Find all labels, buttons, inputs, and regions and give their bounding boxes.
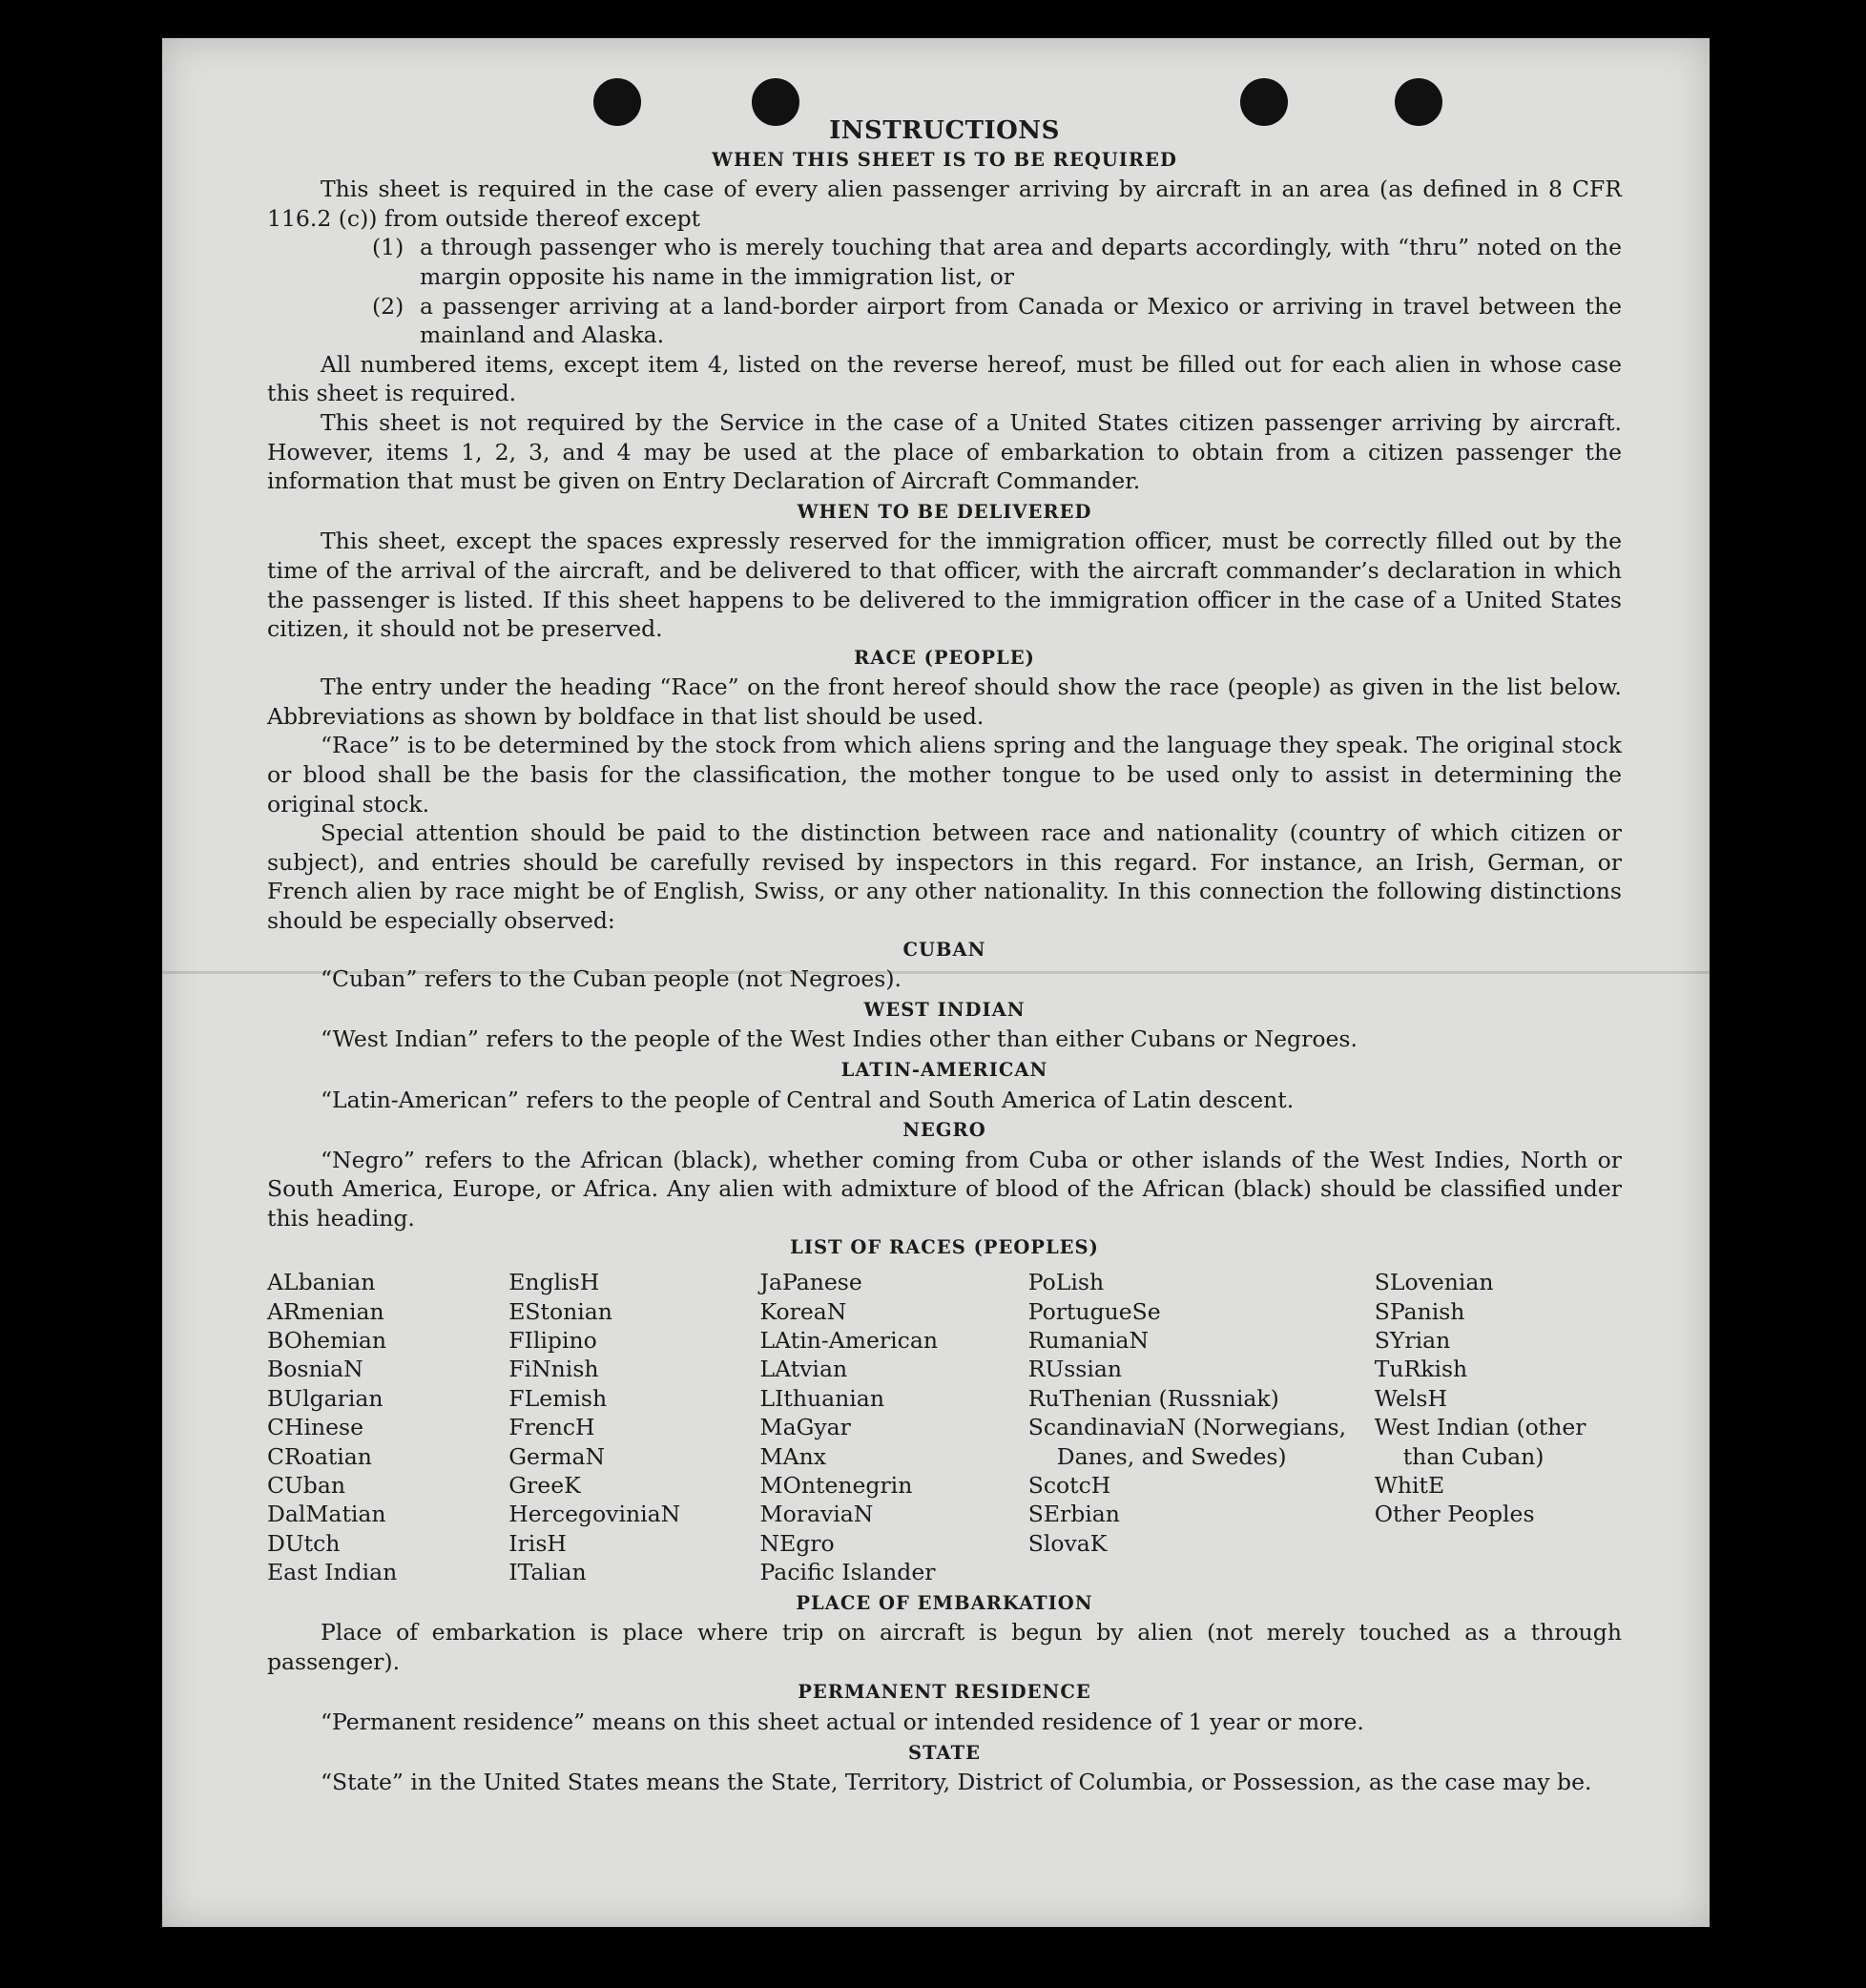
race-item: ARmenian	[267, 1297, 384, 1325]
race-paragraph-1: The entry under the heading “Race” on the front hereof should show the race (people) as given in the list below. Abbreviations as shown by boldface in that list should be used.	[267, 673, 1622, 730]
race-item: SlovaK	[1027, 1529, 1108, 1557]
latin-american-text: “Latin-American” refers to the people of Central and South America of Latin descent.	[321, 1086, 1295, 1113]
document-page	[162, 38, 1710, 1927]
race-item: TuRkish	[1374, 1356, 1468, 1383]
race-item: CUban	[267, 1472, 345, 1499]
state-text: “State” in the United States means the State, Territory, District of Columbia, or Possession, as the case may be.	[321, 1769, 1592, 1796]
document-title: INSTRUCTIONS	[829, 116, 1060, 145]
exception-text: a through passenger who is merely touching that area and departs accordingly, with “thru” noted on the margin opposite his name in the immigration list, or	[420, 234, 1622, 290]
race-item: NEgro	[759, 1529, 835, 1557]
heading-embarkation: PLACE OF EMBARKATION	[796, 1591, 1093, 1614]
heading-permanent-residence: PERMANENT RESIDENCE	[798, 1681, 1091, 1704]
heading-list-of-races: LIST OF RACES (PEOPLES)	[790, 1235, 1099, 1258]
race-paragraph-2: “Race” is to be determined by the stock from which aliens spring and the language they speak. The original stock or blood shall be the basis for the classification, the mother tongue to be used only to assist in determining the original stock.	[267, 732, 1622, 818]
race-item: IrisH	[508, 1529, 567, 1557]
race-item: Other Peoples	[1374, 1501, 1535, 1528]
permanent-residence-text: “Permanent residence” means on this sheet actual or intended residence of 1 year or more.	[321, 1708, 1364, 1735]
race-item: JaPanese	[759, 1269, 862, 1296]
race-item: PoLish	[1027, 1269, 1105, 1296]
heading-required: WHEN THIS SHEET IS TO BE REQUIRED	[712, 148, 1177, 171]
race-item: EStonian	[508, 1297, 612, 1325]
exception-number: (2)	[372, 292, 404, 320]
negro-text: “Negro” refers to the African (black), whether coming from Cuba or other islands of the West Indies, North or South America, Europe, or Africa. Any alien with admixture of blood of the African (black) should be classified under this heading.	[267, 1146, 1622, 1232]
delivered-text: This sheet, except the spaces expressly reserved for the immigration officer, must be correctly filled out by the time of the arrival of the aircraft, and be delivered to that officer, with the aircraft commander’s declaration in which the passenger is listed. If this sheet happens to be delivered to the immigration officer in the case of a United States citizen, it should not be preserved.	[267, 528, 1622, 643]
race-item: ScandinaviaN (Norwegians, Danes, and Swedes)	[1027, 1414, 1347, 1470]
race-item: West Indian (other than Cuban)	[1374, 1414, 1586, 1470]
race-item: BosniaN	[267, 1356, 363, 1383]
race-item: RUssian	[1027, 1356, 1123, 1383]
race-item: SPanish	[1374, 1297, 1465, 1325]
race-column	[760, 1268, 1028, 1586]
document-body	[267, 116, 1622, 1797]
race-column	[1375, 1268, 1622, 1586]
race-item: East Indian	[267, 1559, 398, 1586]
race-item: FLemish	[508, 1384, 608, 1412]
race-item: BUlgarian	[267, 1384, 384, 1412]
race-item: MAnx	[759, 1442, 826, 1470]
race-item: ScotcH	[1027, 1472, 1111, 1499]
citizen-note: This sheet is not required by the Service in the case of a United States citizen passenger arriving by aircraft. However, items 1, 2, 3, and 4 may be used at the place of embarkation to obtain from a citizen passenger the information that must be given on Entry Declaration of Aircraft Commander.	[267, 408, 1622, 495]
race-item: BOhemian	[267, 1326, 386, 1354]
race-item: Pacific Islander	[759, 1559, 936, 1586]
race-item: GreeK	[508, 1472, 581, 1499]
embarkation-text: Place of embarkation is place where trip on aircraft is begun by alien (not merely touched as a through passenger).	[267, 1619, 1622, 1675]
heading-negro: NEGRO	[902, 1119, 986, 1142]
race-item: ALbanian	[267, 1269, 376, 1296]
race-item: CRoatian	[267, 1442, 372, 1470]
required-intro: This sheet is required in the case of every alien passenger arriving by aircraft in an area (as defined in 8 CFR 116.2 (c)) from outside thereof except	[267, 176, 1622, 232]
exception-text: a passenger arriving at a land-border airport from Canada or Mexico or arriving in travel between the mainland and Alaska.	[420, 292, 1622, 349]
cuban-text: “Cuban” refers to the Cuban people (not Negroes).	[321, 965, 902, 993]
race-item: LAtvian	[759, 1356, 848, 1383]
race-column	[1028, 1268, 1375, 1586]
heading-race: RACE (PEOPLE)	[854, 646, 1035, 669]
race-item: SYrian	[1374, 1326, 1451, 1354]
exception-item	[372, 233, 1622, 291]
race-item: RuThenian (Russniak)	[1027, 1384, 1279, 1412]
race-item: LIthuanian	[759, 1384, 884, 1412]
heading-cuban: CUBAN	[902, 938, 986, 961]
exception-number: (1)	[372, 234, 404, 261]
race-list	[267, 1268, 1622, 1586]
west-indian-text: “West Indian” refers to the people of the West Indies other than either Cubans or Negroes.	[321, 1025, 1358, 1053]
race-column	[267, 1268, 508, 1586]
race-item: FiNnish	[508, 1356, 599, 1383]
race-item: WhitE	[1374, 1472, 1445, 1499]
race-item: MaGyar	[759, 1414, 851, 1441]
race-item: DalMatian	[267, 1501, 386, 1528]
race-item: LAtin-American	[759, 1326, 938, 1354]
race-item: SLovenian	[1374, 1269, 1494, 1296]
race-item: EnglisH	[508, 1269, 600, 1296]
race-item: FrencH	[508, 1414, 595, 1441]
race-paragraph-3: Special attention should be paid to the distinction between race and nationality (country of which citizen or subject), and entries should be carefully revised by inspectors in this regard. For instance, an Irish, German, or French alien by race might be of English, Swiss, or any other nationality. In this connection the following distinctions should be especially observed:	[267, 819, 1622, 935]
race-item: GermaN	[508, 1442, 606, 1470]
heading-delivered: WHEN TO BE DELIVERED	[797, 500, 1092, 523]
race-item: MoraviaN	[759, 1501, 874, 1528]
race-item: ITalian	[508, 1559, 587, 1586]
heading-west-indian: WEST INDIAN	[863, 998, 1026, 1021]
race-item: HercegoviniaN	[508, 1501, 681, 1528]
race-item: RumaniaN	[1027, 1326, 1150, 1354]
heading-latin-american: LATIN-AMERICAN	[840, 1059, 1048, 1081]
race-item: MOntenegrin	[759, 1472, 913, 1499]
race-item: WelsH	[1374, 1384, 1447, 1412]
race-column	[508, 1268, 759, 1586]
numbered-items-note: All numbered items, except item 4, listed on the reverse hereof, must be filled out for each alien in whose case this sheet is required.	[267, 350, 1622, 407]
exception-item	[372, 292, 1622, 350]
race-item: CHinese	[267, 1414, 363, 1441]
race-item: KoreaN	[759, 1297, 847, 1325]
race-item: DUtch	[267, 1529, 341, 1557]
heading-state: STATE	[908, 1741, 981, 1764]
race-item: PortugueSe	[1027, 1297, 1161, 1325]
race-item: FIlipino	[508, 1326, 597, 1354]
race-item: SErbian	[1027, 1501, 1120, 1528]
